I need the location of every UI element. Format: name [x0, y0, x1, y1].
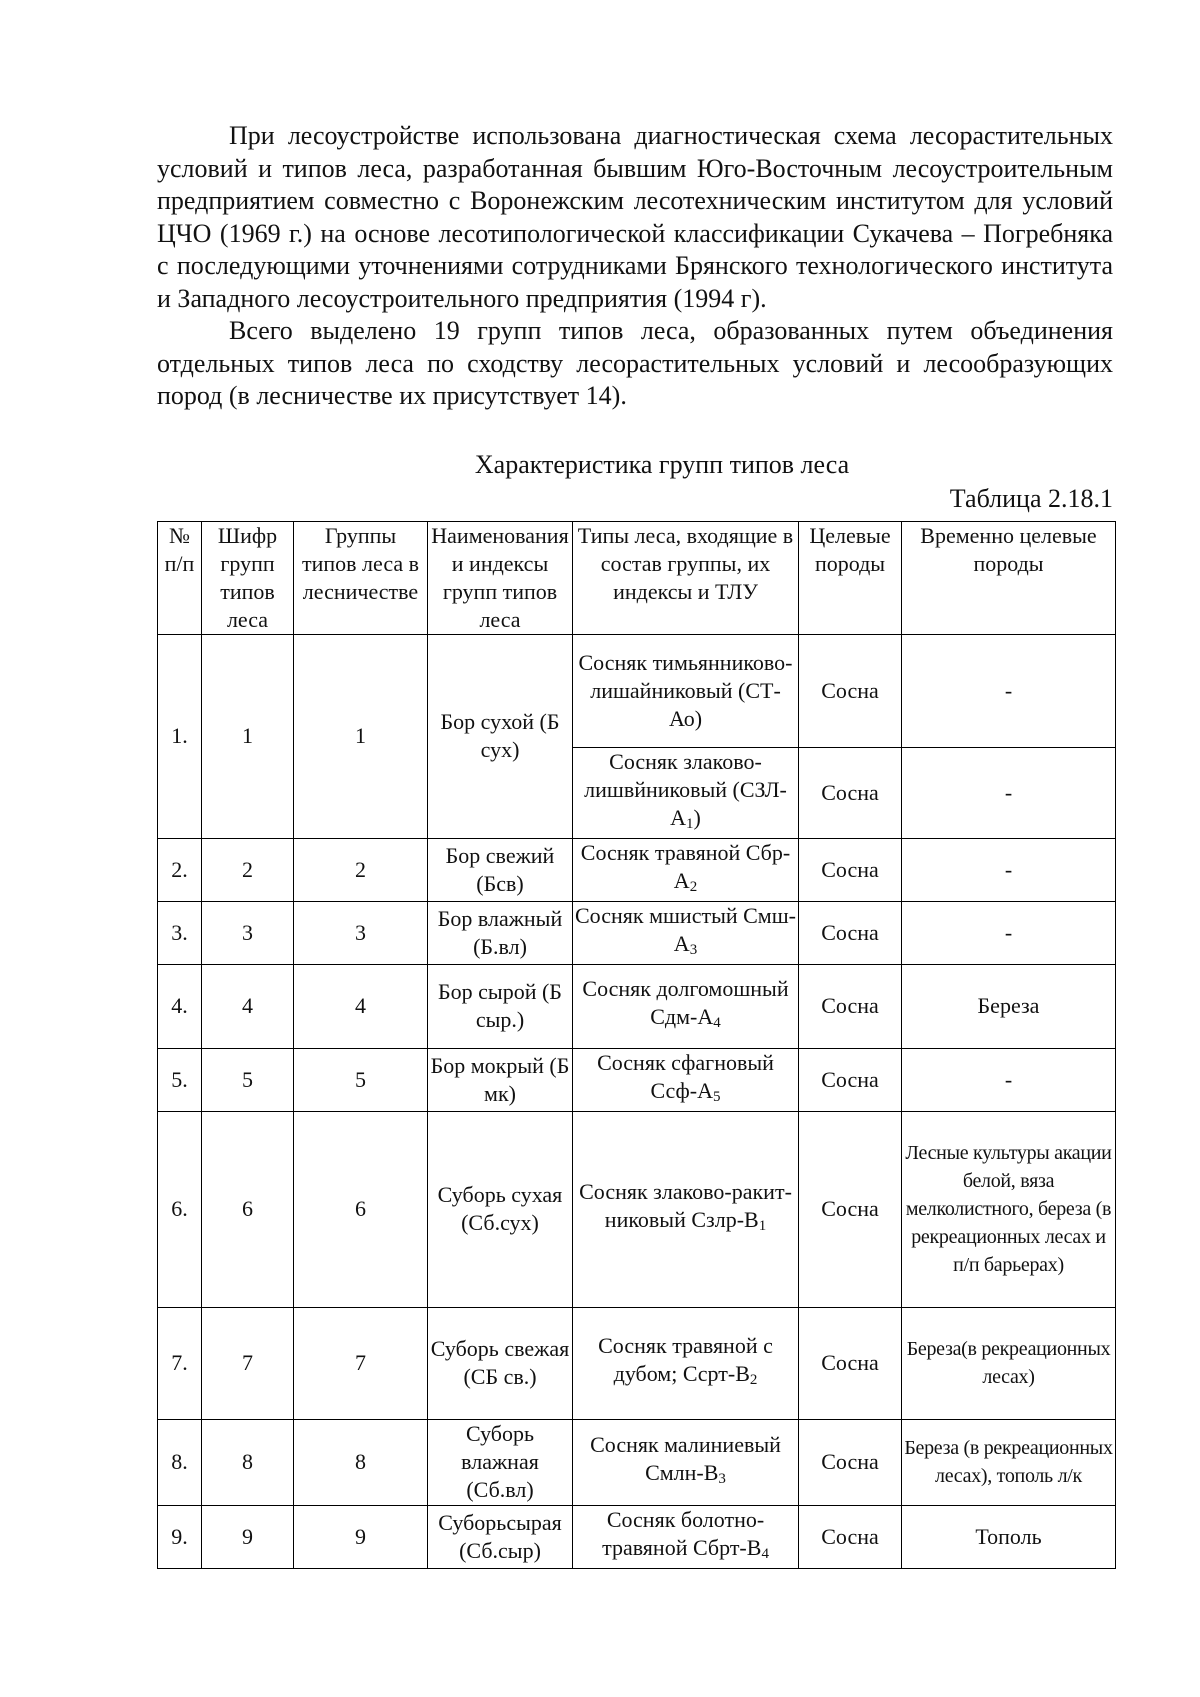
type-text: Сосняк злаково-лишвйниковый (СЗЛ-А	[584, 748, 787, 830]
cell-name: Суборь свежая (СБ св.)	[428, 1307, 573, 1419]
cell-num: 1.	[158, 634, 202, 838]
table-number: Таблица 2.18.1	[949, 483, 1113, 513]
cell-type	[573, 1505, 799, 1568]
cell-target: Сосна	[799, 1419, 902, 1505]
header-num: № п/п	[158, 521, 202, 634]
cell-num: 8.	[158, 1419, 202, 1505]
table-row	[158, 1307, 1116, 1419]
cell-target: Сосна	[799, 1505, 902, 1568]
cell-target: Сосна	[799, 747, 902, 838]
cell-target: Сосна	[799, 838, 902, 901]
cell-name: Бор сырой (Б сыр.)	[428, 964, 573, 1048]
cell-type	[573, 1111, 799, 1307]
header-types: Типы леса, входящие в состав группы, их индексы и ТЛУ	[573, 521, 799, 634]
cell-num: 6.	[158, 1111, 202, 1307]
cell-temp: Тополь	[902, 1505, 1116, 1568]
cell-target: Сосна	[799, 1111, 902, 1307]
cell-target: Сосна	[799, 634, 902, 747]
cell-temp: Лесные культуры акации белой, вяза мелколистного, береза (в рекреационных лесах и п/п барьерах)	[902, 1111, 1116, 1307]
cell-temp: -	[902, 747, 1116, 838]
type-subscript: 4	[761, 1545, 769, 1562]
cell-name: Суборьсырая (Сб.сыр)	[428, 1505, 573, 1568]
cell-type	[573, 901, 799, 964]
type-text: Сосняк болотно-травяной Сбрт-В	[602, 1506, 765, 1560]
type-text: Сосняк сфагновый Ссф-А	[597, 1049, 774, 1103]
cell-type	[573, 1419, 799, 1505]
cell-target: Сосна	[799, 901, 902, 964]
cell-code: 1	[202, 634, 294, 838]
cell-type: Сосняк тимьянниково-лишайниковый (СТ-Ао)	[573, 634, 799, 747]
cell-group: 6	[294, 1111, 428, 1307]
cell-group: 1	[294, 634, 428, 838]
cell-group: 2	[294, 838, 428, 901]
header-name: Наименования и индексы групп типов леса	[428, 521, 573, 634]
cell-type	[573, 838, 799, 901]
paragraph-1: При лесоустройстве использована диагностическая схема лесорастительных условий и типов леса, разработанная бывшим Юго-Восточным лесоустроительным предприятием совместно с Воронежским лесотехническим институтом для условий ЦЧО (1969 г.) на основе лесотипологической классификации Сукачева – Погребняка с последующими уточнениями сотрудниками Брянского технологического института и Западного лесоустроительного предприятия (1994 г).	[157, 121, 1113, 313]
cell-type	[573, 964, 799, 1048]
type-closing-paren: )	[693, 804, 701, 830]
cell-code: 8	[202, 1419, 294, 1505]
cell-num: 5.	[158, 1048, 202, 1111]
type-text: Сосняк мшистый Смш-А	[575, 902, 796, 956]
cell-num: 4.	[158, 964, 202, 1048]
cell-name: Бор сухой (Б сух)	[428, 634, 573, 838]
table-row	[158, 1111, 1116, 1307]
cell-type	[573, 1307, 799, 1419]
cell-group: 5	[294, 1048, 428, 1111]
cell-code: 5	[202, 1048, 294, 1111]
cell-code: 4	[202, 964, 294, 1048]
cell-num: 7.	[158, 1307, 202, 1419]
type-subscript: 1	[758, 1218, 767, 1234]
cell-temp: -	[902, 1048, 1116, 1111]
type-subscript: 1	[686, 815, 694, 832]
cell-num: 3.	[158, 901, 202, 964]
cell-target: Сосна	[799, 1048, 902, 1111]
type-text: Сосняк травяной с дубом; Ссрт-В	[598, 1333, 773, 1386]
table-row	[158, 1048, 1116, 1111]
forest-types-table	[157, 521, 1116, 1569]
table-row	[158, 1505, 1116, 1568]
table-row	[158, 901, 1116, 964]
type-subscript: 3	[718, 1471, 726, 1487]
cell-code: 6	[202, 1111, 294, 1307]
type-subscript: 3	[689, 941, 698, 958]
cell-type	[573, 1048, 799, 1111]
cell-group: 9	[294, 1505, 428, 1568]
cell-target: Сосна	[799, 1307, 902, 1419]
cell-temp: Береза (в рекреационных лесах), тополь л/к	[902, 1419, 1116, 1505]
cell-temp: -	[902, 634, 1116, 747]
cell-name: Суборь влажная (Сб.вл)	[428, 1419, 573, 1505]
type-text: Сосняк малиниевый Смлн-В	[590, 1432, 781, 1485]
cell-code: 2	[202, 838, 294, 901]
cell-name: Суборь сухая (Сб.сух)	[428, 1111, 573, 1307]
header-temp: Временно целевые породы	[902, 521, 1116, 634]
cell-temp: -	[902, 901, 1116, 964]
paragraph-2: Всего выделено 19 групп типов леса, образованных путем объединения отдельных типов леса по сходству лесорастительных условий и лесообразующих пород (в лесничестве их присутствует 14).	[157, 316, 1113, 410]
cell-name: Бор влажный (Б.вл)	[428, 901, 573, 964]
type-text: Сосняк злаково-ракит-никовый Сзлр-В	[579, 1179, 792, 1232]
type-subscript: 2	[689, 878, 698, 895]
type-text: Сосняк травяной Сбр-А	[580, 839, 791, 893]
document-page	[157, 120, 1113, 1569]
header-code: Шифр групп типов леса	[202, 521, 294, 634]
cell-group: 7	[294, 1307, 428, 1419]
header-groups: Группы типов леса в лесничестве	[294, 521, 428, 634]
cell-type	[573, 747, 799, 838]
cell-group: 8	[294, 1419, 428, 1505]
cell-temp: -	[902, 838, 1116, 901]
cell-temp: Береза	[902, 964, 1116, 1048]
cell-code: 9	[202, 1505, 294, 1568]
table-row	[158, 634, 1116, 747]
type-subscript: 2	[749, 1372, 758, 1388]
cell-num: 2.	[158, 838, 202, 901]
cell-code: 7	[202, 1307, 294, 1419]
cell-group: 4	[294, 964, 428, 1048]
header-target: Целевые породы	[799, 521, 902, 634]
cell-temp: Береза(в рекреационных лесах)	[902, 1307, 1116, 1419]
type-subscript: 4	[713, 1015, 721, 1031]
table-title: Характеристика групп типов леса	[474, 449, 850, 479]
table-row	[158, 1419, 1116, 1505]
cell-num: 9.	[158, 1505, 202, 1568]
cell-name: Бор свежий (Бсв)	[428, 838, 573, 901]
table-row	[158, 838, 1116, 901]
cell-code: 3	[202, 901, 294, 964]
cell-target: Сосна	[799, 964, 902, 1048]
type-subscript: 5	[712, 1088, 721, 1105]
cell-name: Бор мокрый (Б мк)	[428, 1048, 573, 1111]
table-header-row	[158, 521, 1116, 634]
cell-group: 3	[294, 901, 428, 964]
table-row	[158, 964, 1116, 1048]
type-text: Сосняк долгомошный Сдм-А	[582, 976, 789, 1029]
